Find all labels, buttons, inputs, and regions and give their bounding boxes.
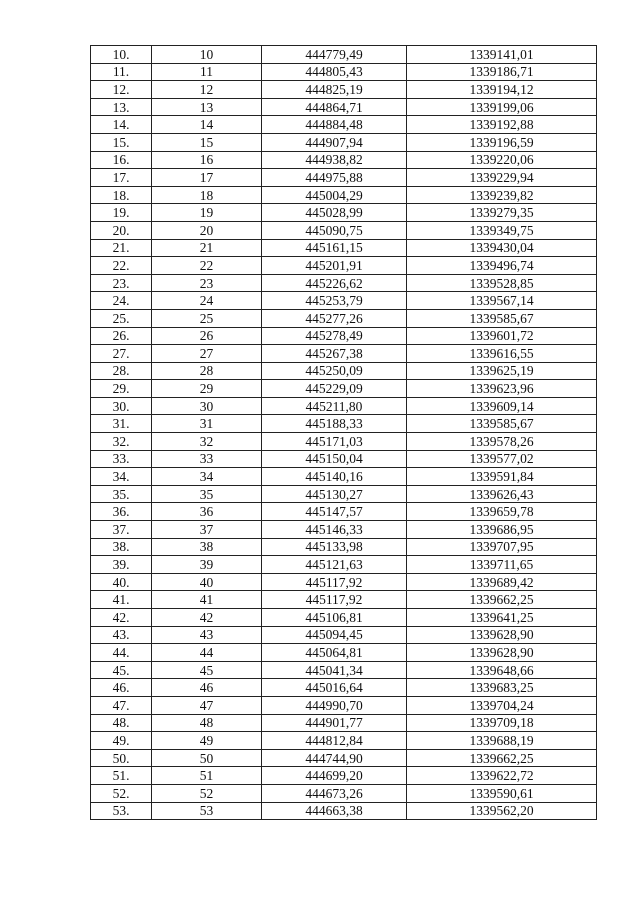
point-number-cell: 49 <box>152 732 262 750</box>
row-number-cell: 46. <box>91 679 152 697</box>
row-number-cell: 18. <box>91 186 152 204</box>
row-number-cell: 47. <box>91 696 152 714</box>
point-number-cell: 38 <box>152 538 262 556</box>
row-number-cell: 13. <box>91 98 152 116</box>
y-coordinate-cell: 1339704,24 <box>407 696 597 714</box>
row-number-cell: 16. <box>91 151 152 169</box>
point-number-cell: 47 <box>152 696 262 714</box>
x-coordinate-cell: 445090,75 <box>262 221 407 239</box>
y-coordinate-cell: 1339688,19 <box>407 732 597 750</box>
y-coordinate-cell: 1339567,14 <box>407 292 597 310</box>
point-number-cell: 23 <box>152 274 262 292</box>
x-coordinate-cell: 444744,90 <box>262 749 407 767</box>
y-coordinate-cell: 1339577,02 <box>407 450 597 468</box>
row-number-cell: 12. <box>91 81 152 99</box>
table-row <box>91 380 597 398</box>
row-number-cell: 27. <box>91 345 152 363</box>
x-coordinate-cell: 444884,48 <box>262 116 407 134</box>
x-coordinate-cell: 445211,80 <box>262 397 407 415</box>
y-coordinate-cell: 1339683,25 <box>407 679 597 697</box>
y-coordinate-cell: 1339622,72 <box>407 767 597 785</box>
y-coordinate-cell: 1339626,43 <box>407 485 597 503</box>
table-row <box>91 397 597 415</box>
point-number-cell: 16 <box>152 151 262 169</box>
x-coordinate-cell: 444990,70 <box>262 696 407 714</box>
x-coordinate-cell: 445041,34 <box>262 661 407 679</box>
row-number-cell: 11. <box>91 63 152 81</box>
point-number-cell: 28 <box>152 362 262 380</box>
row-number-cell: 49. <box>91 732 152 750</box>
table-row <box>91 204 597 222</box>
row-number-cell: 25. <box>91 309 152 327</box>
point-number-cell: 42 <box>152 609 262 627</box>
y-coordinate-cell: 1339662,25 <box>407 591 597 609</box>
table-row <box>91 468 597 486</box>
table-row <box>91 626 597 644</box>
y-coordinate-cell: 1339601,72 <box>407 327 597 345</box>
x-coordinate-cell: 445140,16 <box>262 468 407 486</box>
table-row <box>91 450 597 468</box>
row-number-cell: 44. <box>91 644 152 662</box>
x-coordinate-cell: 444938,82 <box>262 151 407 169</box>
y-coordinate-cell: 1339220,06 <box>407 151 597 169</box>
row-number-cell: 20. <box>91 221 152 239</box>
point-number-cell: 50 <box>152 749 262 767</box>
table-row <box>91 661 597 679</box>
x-coordinate-cell: 445171,03 <box>262 433 407 451</box>
point-number-cell: 25 <box>152 309 262 327</box>
x-coordinate-cell: 444673,26 <box>262 784 407 802</box>
x-coordinate-cell: 444699,20 <box>262 767 407 785</box>
table-row <box>91 767 597 785</box>
y-coordinate-cell: 1339590,61 <box>407 784 597 802</box>
table-row <box>91 784 597 802</box>
row-number-cell: 52. <box>91 784 152 802</box>
x-coordinate-cell: 445277,26 <box>262 309 407 327</box>
table-row <box>91 732 597 750</box>
x-coordinate-cell: 445229,09 <box>262 380 407 398</box>
table-row <box>91 538 597 556</box>
row-number-cell: 50. <box>91 749 152 767</box>
table-row <box>91 679 597 697</box>
row-number-cell: 41. <box>91 591 152 609</box>
y-coordinate-cell: 1339585,67 <box>407 415 597 433</box>
x-coordinate-cell: 445278,49 <box>262 327 407 345</box>
table-row <box>91 802 597 820</box>
row-number-cell: 22. <box>91 257 152 275</box>
y-coordinate-cell: 1339609,14 <box>407 397 597 415</box>
x-coordinate-cell: 444825,19 <box>262 81 407 99</box>
table-row <box>91 133 597 151</box>
table-row <box>91 415 597 433</box>
row-number-cell: 39. <box>91 556 152 574</box>
y-coordinate-cell: 1339239,82 <box>407 186 597 204</box>
row-number-cell: 36. <box>91 503 152 521</box>
table-row <box>91 556 597 574</box>
row-number-cell: 45. <box>91 661 152 679</box>
table-row <box>91 433 597 451</box>
row-number-cell: 35. <box>91 485 152 503</box>
row-number-cell: 15. <box>91 133 152 151</box>
x-coordinate-cell: 445150,04 <box>262 450 407 468</box>
x-coordinate-cell: 445004,29 <box>262 186 407 204</box>
table-row <box>91 274 597 292</box>
x-coordinate-cell: 445188,33 <box>262 415 407 433</box>
y-coordinate-cell: 1339528,85 <box>407 274 597 292</box>
y-coordinate-cell: 1339199,06 <box>407 98 597 116</box>
row-number-cell: 30. <box>91 397 152 415</box>
x-coordinate-cell: 445161,15 <box>262 239 407 257</box>
row-number-cell: 34. <box>91 468 152 486</box>
table-row <box>91 573 597 591</box>
x-coordinate-cell: 444907,94 <box>262 133 407 151</box>
point-number-cell: 53 <box>152 802 262 820</box>
point-number-cell: 44 <box>152 644 262 662</box>
y-coordinate-cell: 1339585,67 <box>407 309 597 327</box>
y-coordinate-cell: 1339141,01 <box>407 46 597 64</box>
y-coordinate-cell: 1339430,04 <box>407 239 597 257</box>
y-coordinate-cell: 1339686,95 <box>407 521 597 539</box>
table-row <box>91 239 597 257</box>
table-row <box>91 309 597 327</box>
x-coordinate-cell: 445133,98 <box>262 538 407 556</box>
y-coordinate-cell: 1339662,25 <box>407 749 597 767</box>
point-number-cell: 13 <box>152 98 262 116</box>
table-row <box>91 221 597 239</box>
y-coordinate-cell: 1339711,65 <box>407 556 597 574</box>
coordinates-table-body <box>91 46 597 820</box>
row-number-cell: 48. <box>91 714 152 732</box>
table-row <box>91 696 597 714</box>
x-coordinate-cell: 445117,92 <box>262 591 407 609</box>
point-number-cell: 35 <box>152 485 262 503</box>
row-number-cell: 53. <box>91 802 152 820</box>
x-coordinate-cell: 444901,77 <box>262 714 407 732</box>
point-number-cell: 32 <box>152 433 262 451</box>
point-number-cell: 37 <box>152 521 262 539</box>
x-coordinate-cell: 445146,33 <box>262 521 407 539</box>
point-number-cell: 30 <box>152 397 262 415</box>
point-number-cell: 48 <box>152 714 262 732</box>
table-row <box>91 485 597 503</box>
point-number-cell: 22 <box>152 257 262 275</box>
y-coordinate-cell: 1339194,12 <box>407 81 597 99</box>
table-row <box>91 714 597 732</box>
point-number-cell: 52 <box>152 784 262 802</box>
x-coordinate-cell: 445253,79 <box>262 292 407 310</box>
point-number-cell: 21 <box>152 239 262 257</box>
table-row <box>91 644 597 662</box>
x-coordinate-cell: 445016,64 <box>262 679 407 697</box>
table-row <box>91 169 597 187</box>
table-row <box>91 46 597 64</box>
row-number-cell: 29. <box>91 380 152 398</box>
row-number-cell: 33. <box>91 450 152 468</box>
table-row <box>91 98 597 116</box>
y-coordinate-cell: 1339648,66 <box>407 661 597 679</box>
x-coordinate-cell: 445147,57 <box>262 503 407 521</box>
x-coordinate-cell: 444805,43 <box>262 63 407 81</box>
x-coordinate-cell: 444779,49 <box>262 46 407 64</box>
row-number-cell: 37. <box>91 521 152 539</box>
point-number-cell: 11 <box>152 63 262 81</box>
table-row <box>91 327 597 345</box>
point-number-cell: 31 <box>152 415 262 433</box>
y-coordinate-cell: 1339279,35 <box>407 204 597 222</box>
y-coordinate-cell: 1339562,20 <box>407 802 597 820</box>
row-number-cell: 17. <box>91 169 152 187</box>
y-coordinate-cell: 1339623,96 <box>407 380 597 398</box>
row-number-cell: 32. <box>91 433 152 451</box>
row-number-cell: 21. <box>91 239 152 257</box>
y-coordinate-cell: 1339709,18 <box>407 714 597 732</box>
y-coordinate-cell: 1339186,71 <box>407 63 597 81</box>
table-row <box>91 609 597 627</box>
row-number-cell: 40. <box>91 573 152 591</box>
x-coordinate-cell: 445267,38 <box>262 345 407 363</box>
row-number-cell: 43. <box>91 626 152 644</box>
row-number-cell: 51. <box>91 767 152 785</box>
y-coordinate-cell: 1339616,55 <box>407 345 597 363</box>
point-number-cell: 51 <box>152 767 262 785</box>
point-number-cell: 24 <box>152 292 262 310</box>
row-number-cell: 28. <box>91 362 152 380</box>
table-row <box>91 81 597 99</box>
point-number-cell: 39 <box>152 556 262 574</box>
x-coordinate-cell: 445130,27 <box>262 485 407 503</box>
row-number-cell: 19. <box>91 204 152 222</box>
y-coordinate-cell: 1339196,59 <box>407 133 597 151</box>
x-coordinate-cell: 445094,45 <box>262 626 407 644</box>
x-coordinate-cell: 445250,09 <box>262 362 407 380</box>
table-row <box>91 521 597 539</box>
x-coordinate-cell: 445064,81 <box>262 644 407 662</box>
point-number-cell: 15 <box>152 133 262 151</box>
y-coordinate-cell: 1339659,78 <box>407 503 597 521</box>
y-coordinate-cell: 1339591,84 <box>407 468 597 486</box>
y-coordinate-cell: 1339625,19 <box>407 362 597 380</box>
point-number-cell: 27 <box>152 345 262 363</box>
point-number-cell: 43 <box>152 626 262 644</box>
table-row <box>91 186 597 204</box>
table-row <box>91 345 597 363</box>
row-number-cell: 31. <box>91 415 152 433</box>
table-row <box>91 63 597 81</box>
row-number-cell: 26. <box>91 327 152 345</box>
table-row <box>91 591 597 609</box>
row-number-cell: 10. <box>91 46 152 64</box>
table-row <box>91 292 597 310</box>
x-coordinate-cell: 445028,99 <box>262 204 407 222</box>
point-number-cell: 45 <box>152 661 262 679</box>
table-row <box>91 116 597 134</box>
table-row <box>91 749 597 767</box>
point-number-cell: 46 <box>152 679 262 697</box>
y-coordinate-cell: 1339689,42 <box>407 573 597 591</box>
point-number-cell: 34 <box>152 468 262 486</box>
x-coordinate-cell: 445201,91 <box>262 257 407 275</box>
y-coordinate-cell: 1339192,88 <box>407 116 597 134</box>
x-coordinate-cell: 445106,81 <box>262 609 407 627</box>
point-number-cell: 20 <box>152 221 262 239</box>
x-coordinate-cell: 445226,62 <box>262 274 407 292</box>
point-number-cell: 26 <box>152 327 262 345</box>
x-coordinate-cell: 444864,71 <box>262 98 407 116</box>
y-coordinate-cell: 1339578,26 <box>407 433 597 451</box>
point-number-cell: 19 <box>152 204 262 222</box>
row-number-cell: 38. <box>91 538 152 556</box>
point-number-cell: 41 <box>152 591 262 609</box>
x-coordinate-cell: 445121,63 <box>262 556 407 574</box>
point-number-cell: 33 <box>152 450 262 468</box>
coordinates-table <box>90 45 597 820</box>
point-number-cell: 12 <box>152 81 262 99</box>
y-coordinate-cell: 1339707,95 <box>407 538 597 556</box>
point-number-cell: 10 <box>152 46 262 64</box>
x-coordinate-cell: 445117,92 <box>262 573 407 591</box>
table-row <box>91 257 597 275</box>
y-coordinate-cell: 1339628,90 <box>407 644 597 662</box>
point-number-cell: 18 <box>152 186 262 204</box>
point-number-cell: 36 <box>152 503 262 521</box>
point-number-cell: 40 <box>152 573 262 591</box>
x-coordinate-cell: 444812,84 <box>262 732 407 750</box>
y-coordinate-cell: 1339641,25 <box>407 609 597 627</box>
point-number-cell: 14 <box>152 116 262 134</box>
row-number-cell: 42. <box>91 609 152 627</box>
row-number-cell: 14. <box>91 116 152 134</box>
point-number-cell: 29 <box>152 380 262 398</box>
y-coordinate-cell: 1339349,75 <box>407 221 597 239</box>
point-number-cell: 17 <box>152 169 262 187</box>
x-coordinate-cell: 444975,88 <box>262 169 407 187</box>
row-number-cell: 23. <box>91 274 152 292</box>
y-coordinate-cell: 1339229,94 <box>407 169 597 187</box>
table-row <box>91 151 597 169</box>
y-coordinate-cell: 1339496,74 <box>407 257 597 275</box>
x-coordinate-cell: 444663,38 <box>262 802 407 820</box>
row-number-cell: 24. <box>91 292 152 310</box>
table-row <box>91 503 597 521</box>
y-coordinate-cell: 1339628,90 <box>407 626 597 644</box>
table-row <box>91 362 597 380</box>
